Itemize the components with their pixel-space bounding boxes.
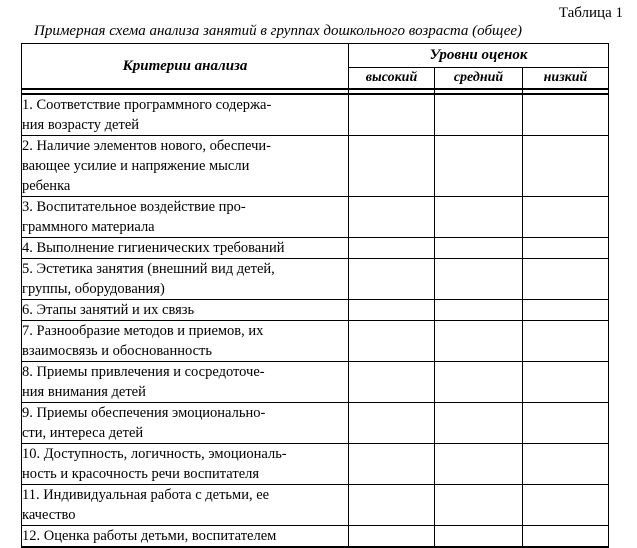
criterion-cell: 5. Эстетика занятия (внешний вид детей, группы, оборудования)	[22, 259, 349, 300]
table-row	[22, 238, 609, 259]
criterion-cell: 8. Приемы привлечения и сосредоточе- ния внимания детей	[22, 362, 349, 403]
rating-cell-medium[interactable]	[435, 136, 523, 197]
rating-cell-high[interactable]	[349, 362, 435, 403]
table-row	[22, 259, 609, 300]
level-header-medium: средний	[435, 67, 523, 89]
levels-group-header: Уровни оценок	[349, 44, 609, 68]
rating-cell-low[interactable]	[523, 94, 609, 136]
table-row	[22, 94, 609, 136]
rating-cell-high[interactable]	[349, 321, 435, 362]
table-row	[22, 485, 609, 526]
rating-cell-high[interactable]	[349, 403, 435, 444]
criterion-cell: 11. Индивидуальная работа с детьми, ее качество	[22, 485, 349, 526]
level-header-high: высокий	[349, 67, 435, 89]
table-row	[22, 403, 609, 444]
table-row	[22, 300, 609, 321]
rating-cell-high[interactable]	[349, 526, 435, 548]
rating-cell-high[interactable]	[349, 136, 435, 197]
rating-cell-low[interactable]	[523, 197, 609, 238]
criterion-cell: 12. Оценка работы детьми, воспитателем	[22, 526, 349, 548]
rating-cell-high[interactable]	[349, 300, 435, 321]
table-row	[22, 136, 609, 197]
table-row	[22, 197, 609, 238]
rating-cell-medium[interactable]	[435, 321, 523, 362]
criterion-cell: 2. Наличие элементов нового, обеспечи- вающее усилие и напряжение мысли ребенка	[22, 136, 349, 197]
rating-cell-high[interactable]	[349, 444, 435, 485]
rating-cell-low[interactable]	[523, 526, 609, 548]
level-header-low: низкий	[523, 67, 609, 89]
table-row	[22, 362, 609, 403]
rating-cell-high[interactable]	[349, 94, 435, 136]
rating-cell-medium[interactable]	[435, 259, 523, 300]
rating-cell-high[interactable]	[349, 238, 435, 259]
rating-cell-low[interactable]	[523, 300, 609, 321]
rating-cell-medium[interactable]	[435, 94, 523, 136]
rating-cell-medium[interactable]	[435, 403, 523, 444]
rating-cell-medium[interactable]	[435, 300, 523, 321]
rating-cell-low[interactable]	[523, 321, 609, 362]
criterion-cell: 1. Соответствие программного содержа- ния возрасту детей	[22, 94, 349, 136]
criteria-column-header: Критерии анализа	[22, 44, 349, 90]
rating-cell-medium[interactable]	[435, 238, 523, 259]
rating-cell-low[interactable]	[523, 485, 609, 526]
table-caption: Примерная схема анализа занятий в группах дошкольного возраста (общее)	[34, 23, 522, 39]
rating-cell-medium[interactable]	[435, 485, 523, 526]
rating-cell-low[interactable]	[523, 238, 609, 259]
criterion-cell: 3. Воспитательное воздействие про- граммного материала	[22, 197, 349, 238]
rating-cell-low[interactable]	[523, 136, 609, 197]
rating-cell-low[interactable]	[523, 362, 609, 403]
rating-cell-low[interactable]	[523, 259, 609, 300]
table-row	[22, 444, 609, 485]
rating-cell-medium[interactable]	[435, 362, 523, 403]
table-row	[22, 321, 609, 362]
table-number: Таблица 1	[558, 5, 623, 21]
criterion-cell: 7. Разнообразие методов и приемов, их взаимосвязь и обоснованность	[22, 321, 349, 362]
rating-cell-medium[interactable]	[435, 526, 523, 548]
rating-cell-high[interactable]	[349, 485, 435, 526]
rating-cell-medium[interactable]	[435, 197, 523, 238]
criterion-cell: 6. Этапы занятий и их связь	[22, 300, 349, 321]
analysis-table	[21, 43, 609, 548]
criterion-cell: 9. Приемы обеспечения эмоционально- сти, интереса детей	[22, 403, 349, 444]
rating-cell-medium[interactable]	[435, 444, 523, 485]
criterion-cell: 4. Выполнение гигиенических требований	[22, 238, 349, 259]
rating-cell-low[interactable]	[523, 403, 609, 444]
rating-cell-low[interactable]	[523, 444, 609, 485]
criterion-cell: 10. Доступность, логичность, эмоциональ- ность и красочность речи воспитателя	[22, 444, 349, 485]
table-row	[22, 526, 609, 548]
rating-cell-high[interactable]	[349, 259, 435, 300]
rating-cell-high[interactable]	[349, 197, 435, 238]
